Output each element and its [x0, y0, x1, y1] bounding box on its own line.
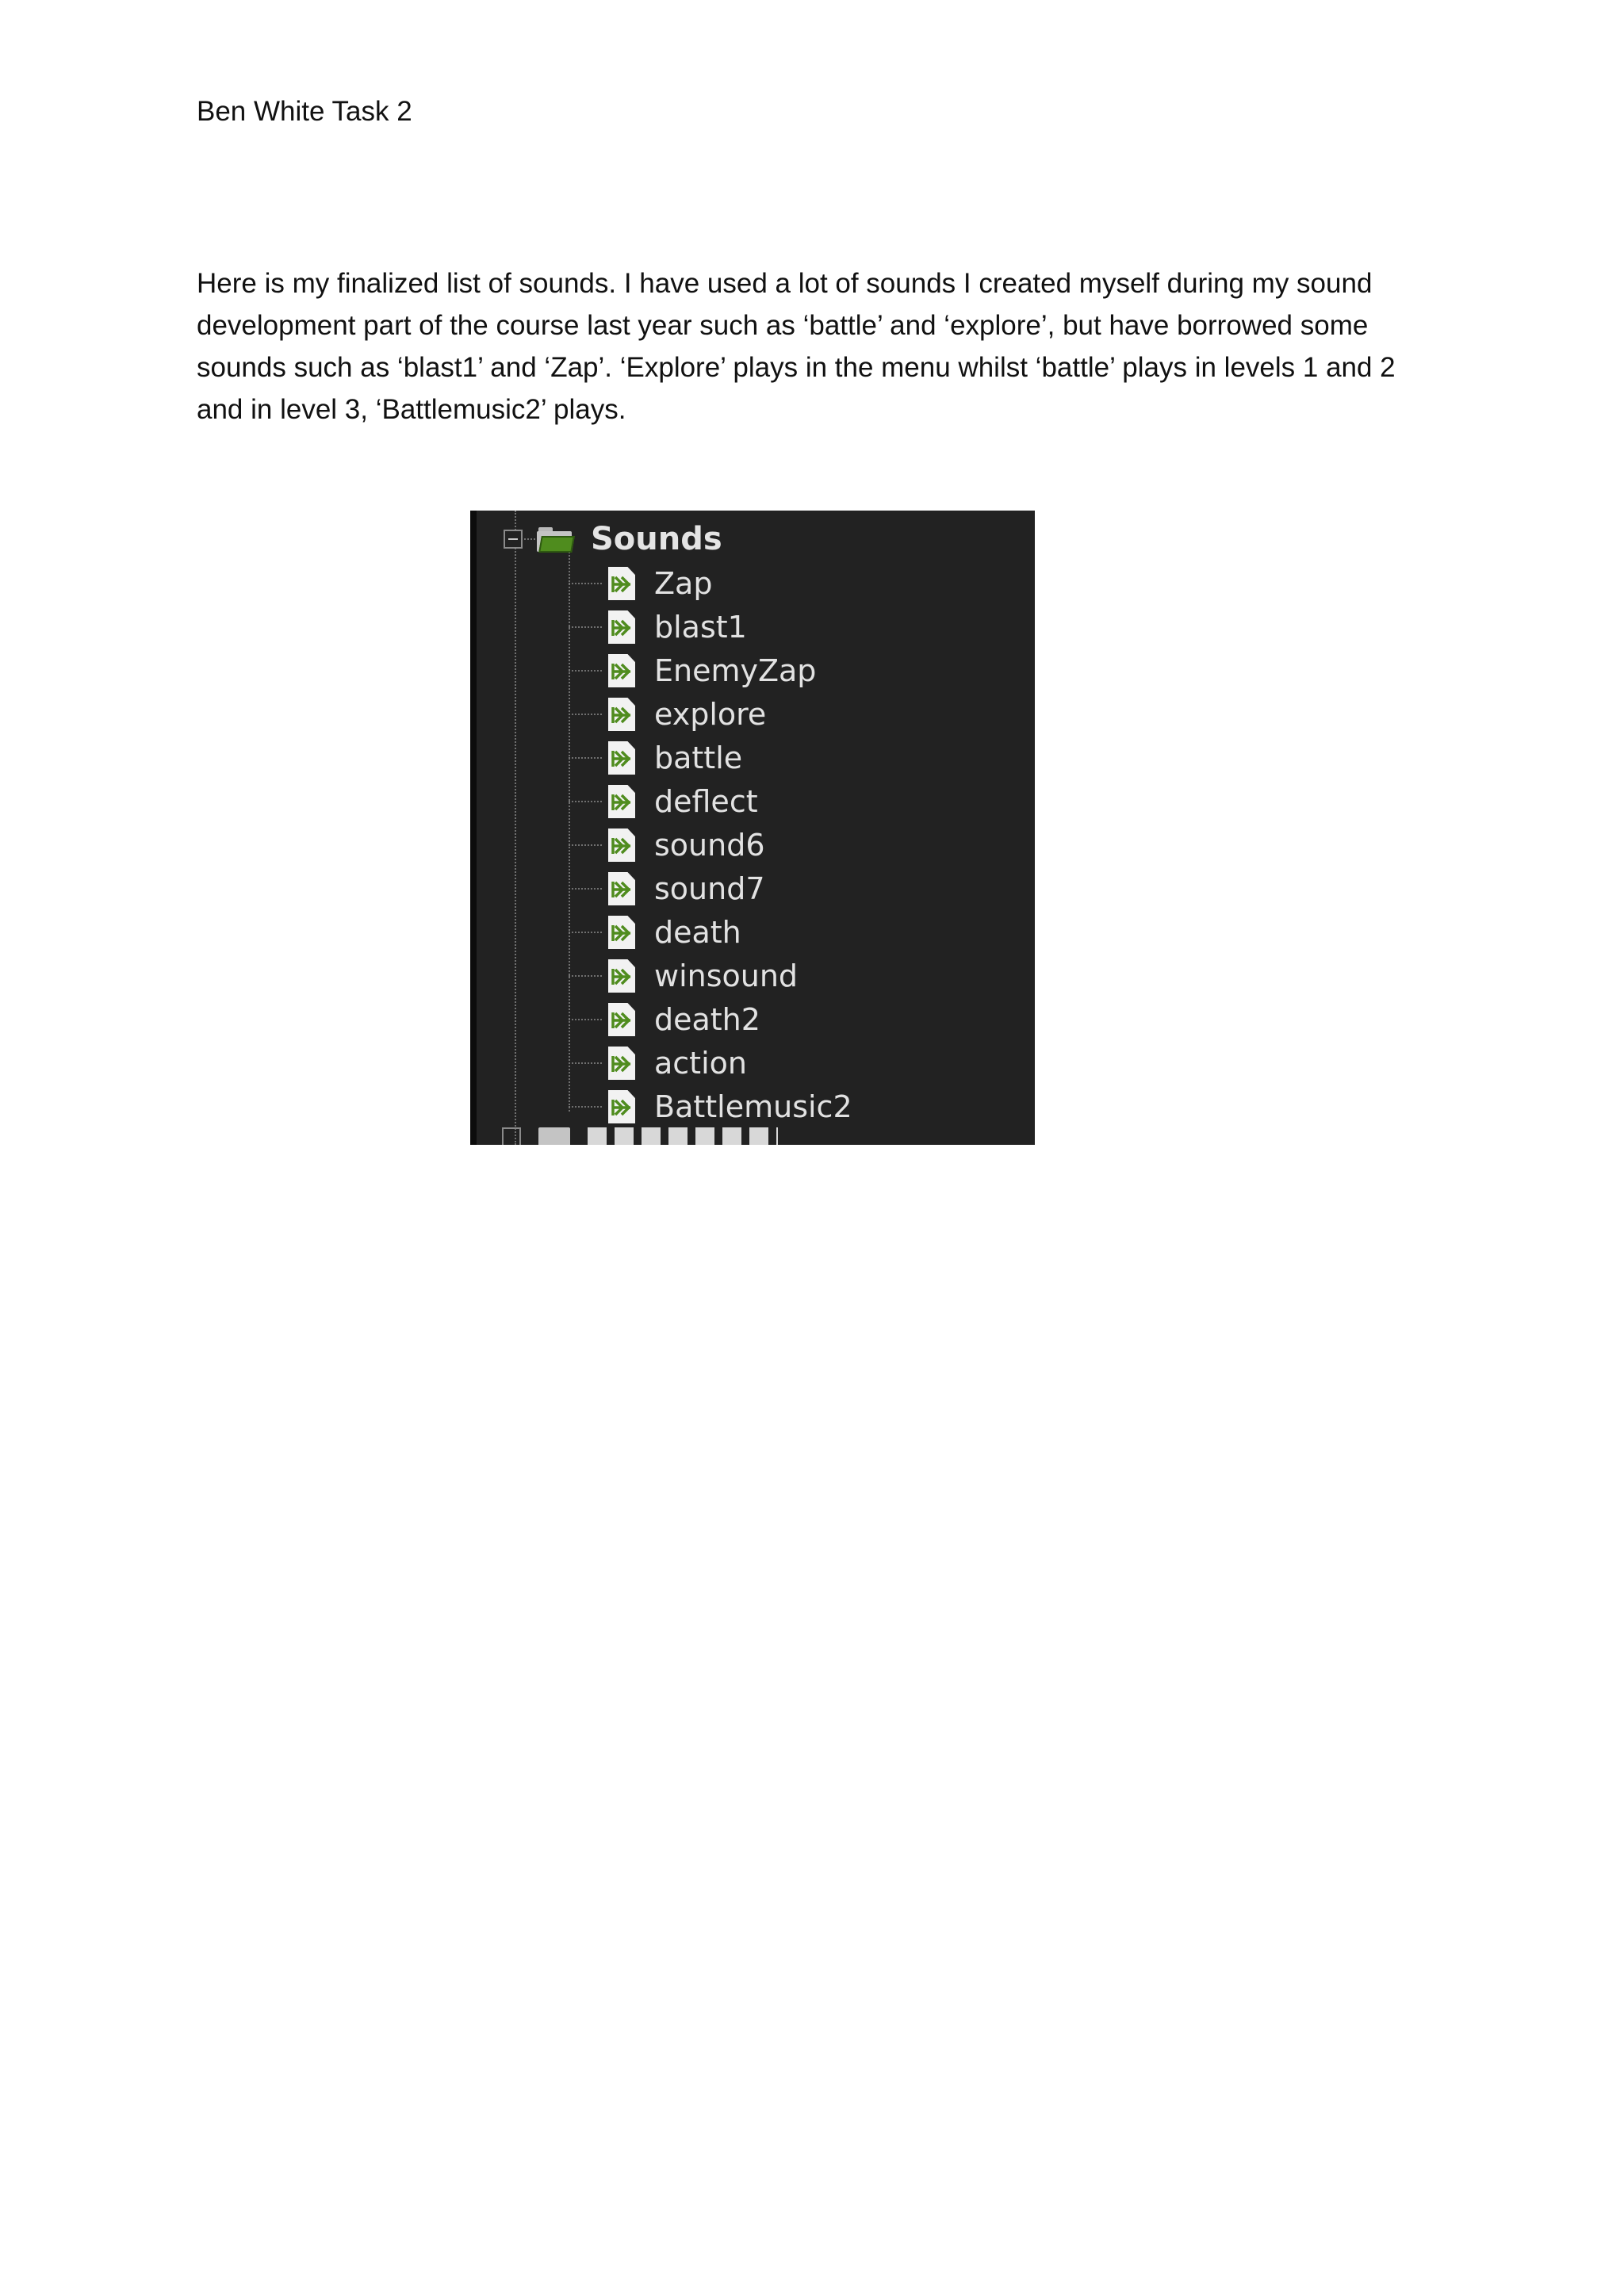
sound-item-label: death2: [654, 1002, 760, 1037]
tree-branch-line: [569, 757, 602, 759]
sound-item-label: EnemyZap: [654, 653, 817, 688]
tree-branch-line: [569, 714, 602, 715]
sound-item[interactable]: [569, 607, 747, 648]
sound-item-label: action: [654, 1046, 747, 1081]
sounds-folder-row[interactable]: [504, 519, 722, 560]
sound-file-icon: [608, 698, 635, 731]
tree-branch-line: [524, 538, 535, 540]
tree-branch-line: [569, 583, 602, 584]
sound-file-icon: [608, 785, 635, 818]
sound-file-icon: [608, 916, 635, 949]
tree-branch-line: [569, 932, 602, 933]
document-header: Ben White Task 2: [197, 96, 412, 127]
sound-item[interactable]: [569, 650, 816, 691]
sound-item[interactable]: [569, 955, 798, 997]
sound-item[interactable]: [569, 1043, 747, 1084]
tree-branch-line: [569, 626, 602, 628]
folder-icon: [538, 1127, 570, 1145]
sound-item-label: sound7: [654, 871, 765, 906]
sound-file-icon: [608, 828, 635, 862]
cutoff-folder-label: [588, 1127, 778, 1145]
sound-file-icon: [608, 1090, 635, 1123]
sound-item-label: Zap: [654, 566, 713, 601]
next-folder-row-cutoff: [502, 1127, 778, 1145]
sound-item[interactable]: [569, 563, 712, 604]
sound-item-label: blast1: [654, 610, 747, 645]
folder-label: Sounds: [591, 521, 722, 557]
sound-file-icon: [608, 959, 635, 993]
sound-file-icon: [608, 872, 635, 905]
sound-item[interactable]: [569, 781, 758, 822]
sound-item-label: explore: [654, 697, 767, 732]
tree-panel-border: [470, 511, 477, 1145]
tree-branch-line: [569, 1019, 602, 1020]
folder-icon: [537, 526, 573, 553]
sound-item[interactable]: [569, 1086, 852, 1127]
sound-item[interactable]: [569, 694, 766, 735]
collapse-icon[interactable]: [504, 530, 523, 549]
sound-item-label: Battlemusic2: [654, 1089, 852, 1124]
sound-item-label: winsound: [654, 959, 799, 993]
sound-item[interactable]: [569, 737, 742, 779]
intro-paragraph: Here is my finalized list of sounds. I have used a lot of sounds I created myself during my sound development part of the course last year such as ‘battle’ and ‘explore’, but have borrowed some sounds such as ‘blast1’ and ‘Zap’. ‘Explore’ plays in the menu whilst ‘battle’ plays in levels 1 and 2 and in level 3, ‘Battlemusic2’ plays.: [197, 268, 1396, 425]
sound-item[interactable]: [569, 868, 765, 909]
tree-branch-line: [569, 888, 602, 890]
sound-file-icon: [608, 610, 635, 644]
resource-tree-screenshot: [470, 511, 1035, 1145]
tree-branch-line: [569, 1106, 602, 1108]
tree-branch-line: [569, 801, 602, 802]
tree-branch-line: [569, 670, 602, 672]
sound-file-icon: [608, 1047, 635, 1080]
sound-item-label: death: [654, 915, 741, 950]
sound-item[interactable]: [569, 912, 741, 953]
sound-file-icon: [608, 567, 635, 600]
sound-file-icon: [608, 654, 635, 687]
sound-file-icon: [608, 741, 635, 775]
sound-item-label: battle: [654, 740, 743, 775]
expand-icon: [502, 1127, 521, 1145]
sound-item-label: sound6: [654, 828, 765, 863]
sound-item[interactable]: [569, 825, 765, 866]
tree-branch-line: [569, 844, 602, 846]
sound-file-icon: [608, 1003, 635, 1036]
sound-item-label: deflect: [654, 784, 758, 819]
sound-item[interactable]: [569, 999, 760, 1040]
tree-root-guide-line: [515, 511, 516, 1145]
tree-branch-line: [569, 1062, 602, 1064]
tree-branch-line: [569, 975, 602, 977]
